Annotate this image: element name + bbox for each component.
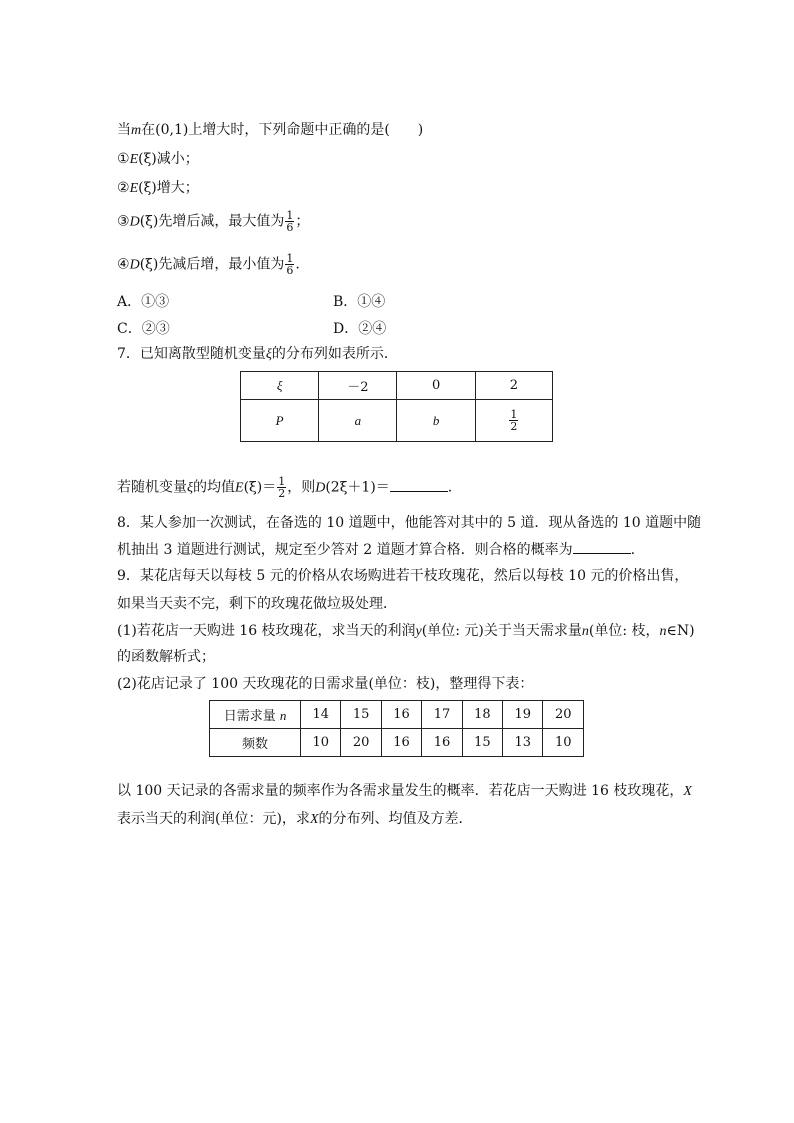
table-cell: 15 bbox=[341, 701, 381, 729]
statement-3: ③D(ξ)先增后减，最大值为 $\frac{1}{6}$ ； bbox=[117, 209, 310, 234]
table-cell: b bbox=[397, 400, 475, 442]
table-cell: 13 bbox=[503, 729, 543, 757]
table-cell: 16 bbox=[381, 729, 421, 757]
var-m: m bbox=[131, 123, 142, 138]
table-cell bbox=[475, 400, 552, 442]
table-cell: 16 bbox=[422, 729, 462, 757]
fraction-one-sixth: $\frac{1}{6}$ bbox=[286, 209, 294, 234]
table-cell: 18 bbox=[462, 701, 502, 729]
answer-blank[interactable] bbox=[390, 477, 448, 492]
q9-part-1: (1)若花店一天购进 16 枝玫瑰花，求当天的利润y(单位: 元)关于当天需求量n(单位: 枝，n∈N) bbox=[117, 623, 695, 639]
q7-question: 若随机变量ξ的均值E(ξ)＝ $\frac{1}{2}$ ，则D(2ξ＋1)＝ . bbox=[117, 475, 453, 500]
table-cell: P bbox=[241, 400, 319, 442]
table-cell: －2 bbox=[319, 372, 397, 400]
table-header: 日需求量 n bbox=[210, 701, 301, 729]
q8-line-2: 机抽出 3 道题进行测试，规定至少答对 2 道题才算合格．则合格的概率为 . bbox=[117, 539, 635, 559]
text: 当 bbox=[117, 122, 131, 138]
option-c: C．②③ bbox=[117, 321, 170, 337]
table-cell: 17 bbox=[422, 701, 462, 729]
statement-2: ②E(ξ)增大； bbox=[117, 180, 199, 196]
q9-line-4: 的函数解析式； bbox=[117, 649, 215, 665]
table-cell: 16 bbox=[381, 701, 421, 729]
fraction-one-half: $\frac{1}{2}$ bbox=[510, 408, 518, 433]
q9-line-1: 9．某花店每天以每枝 5 元的价格从农场购进若干枝玫瑰花，然后以每枝 10 元的价格出售， bbox=[117, 568, 689, 584]
option-b: B．①④ bbox=[333, 294, 386, 310]
q7-distribution-table bbox=[240, 371, 553, 442]
table-cell: 14 bbox=[301, 701, 341, 729]
question-stem bbox=[117, 121, 423, 140]
q7-stem: 7．已知离散型随机变量ξ的分布列如表所示． bbox=[117, 346, 398, 362]
fraction-one-sixth: $\frac{1}{6}$ bbox=[286, 252, 294, 277]
table-cell: 19 bbox=[503, 701, 543, 729]
q9-part-2: (2)花店记录了 100 天玫瑰花的日需求量(单位：枝)，整理得下表： bbox=[117, 676, 534, 692]
table-cell: 20 bbox=[341, 729, 381, 757]
table-cell: 0 bbox=[397, 372, 475, 400]
statement-4: ④D(ξ)先减后增，最小值为 $\frac{1}{6}$ . bbox=[117, 252, 300, 277]
table-cell: 20 bbox=[543, 701, 584, 729]
q8-line-1: 8．某人参加一次测试，在备选的 10 道题中，他能答对其中的 5 道．现从备选的 10 道题中随 bbox=[117, 515, 702, 531]
option-a: A．①③ bbox=[117, 294, 170, 310]
table-cell: 10 bbox=[543, 729, 584, 757]
q9-demand-table bbox=[209, 700, 584, 757]
table-header: 频数 bbox=[210, 729, 301, 757]
fraction-one-half: $\frac{1}{2}$ bbox=[278, 475, 286, 500]
statement-1: ①E(ξ)减小； bbox=[117, 151, 199, 167]
q9-line-2: 如果当天卖不完，剩下的玫瑰花做垃圾处理． bbox=[117, 596, 397, 612]
option-d: D．②④ bbox=[333, 321, 387, 337]
table-cell: ξ bbox=[241, 372, 319, 400]
table-cell: 15 bbox=[462, 729, 502, 757]
table-cell: a bbox=[319, 400, 397, 442]
text: 在(0,1)上增大时，下列命题中正确的是( ) bbox=[141, 122, 424, 138]
table-cell: 2 bbox=[475, 372, 552, 400]
q9-line-6: 以 100 天记录的各需求量的频率作为各需求量发生的概率．若花店一天购进 16 枝玫瑰花，X bbox=[117, 783, 692, 799]
table-cell: 10 bbox=[301, 729, 341, 757]
answer-blank[interactable] bbox=[573, 539, 631, 554]
q9-line-7: 表示当天的利润(单位：元)，求X的分布列、均值及方差． bbox=[117, 811, 473, 827]
